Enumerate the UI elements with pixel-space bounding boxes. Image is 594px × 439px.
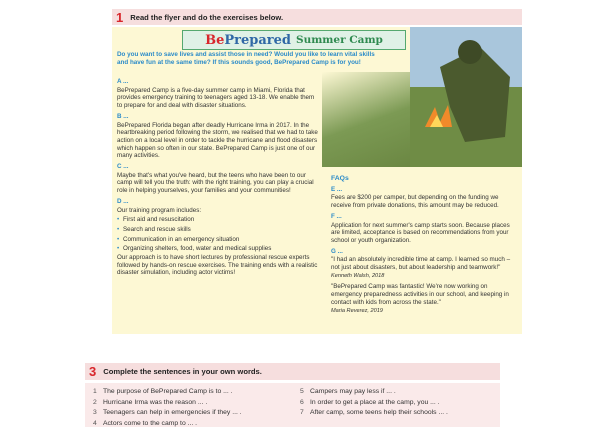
exercise-3-sentences bbox=[85, 383, 500, 427]
section-b-text: BePrepared Florida began after deadly Hurricane Irma in 2017. In the heartbreaking period following the storm, we realised that we had to take action on a local level in order to tackle the hurricane and flood disasters which happen so often in our state. BePrepared Camp is just one of our many activities. bbox=[117, 121, 318, 160]
testimonial-1: "I had an absolutely incredible time at camp. I learned so much – not just about disasters, but about leadership and teamwork!" bbox=[331, 256, 511, 272]
list-item bbox=[93, 398, 293, 409]
brand-prepared: Prepared bbox=[224, 32, 291, 48]
sentences-left-column bbox=[93, 387, 293, 429]
section-d-intro: Our training program includes: bbox=[117, 206, 202, 214]
section-f-text: Application for next summer's camp starts soon. Because places are limited, acceptance is based on recommendations from your school or youth organization. bbox=[331, 221, 510, 244]
list-item bbox=[93, 387, 293, 398]
list-item bbox=[300, 398, 496, 409]
exercise-number: 1 bbox=[116, 9, 124, 25]
item-number: 4 bbox=[93, 419, 97, 427]
flyer-banner bbox=[182, 30, 406, 50]
list-item: • Organizing shelters, food, water and medical supplies bbox=[117, 245, 319, 253]
section-b-label: B ... bbox=[117, 112, 129, 120]
section-g-label: G ... bbox=[331, 247, 343, 255]
item-number: 1 bbox=[93, 388, 97, 395]
section-e-text: Fees are $200 per camper, but depending on the funding we receive from private donations, this amount may be reduced. bbox=[331, 194, 499, 210]
item-text: The purpose of BePrepared Camp is to ... . bbox=[103, 388, 233, 395]
list-item: • First aid and resuscitation bbox=[117, 216, 319, 224]
item-number: 7 bbox=[300, 409, 304, 416]
exercise-3-header bbox=[85, 363, 500, 380]
list-item bbox=[300, 387, 496, 398]
list-item bbox=[93, 419, 293, 430]
section-a-label: A ... bbox=[117, 78, 129, 85]
item-number: 5 bbox=[300, 388, 304, 395]
flyer-right-column bbox=[331, 175, 511, 315]
flyer-left-column bbox=[117, 75, 319, 277]
item-text: Campers may pay less if ... . bbox=[310, 388, 396, 395]
item-text: Actors come to the camp to ... . bbox=[103, 419, 198, 427]
item-text: After camp, some teens help their schools ... . bbox=[310, 409, 448, 416]
exercise-instruction: Read the flyer and do the exercises below. bbox=[130, 12, 284, 22]
list-item: • Communication in an emergency situation bbox=[117, 236, 319, 244]
section-e-label: E ... bbox=[331, 185, 343, 193]
list-item bbox=[93, 408, 293, 419]
section-d-label: D ... bbox=[117, 197, 129, 205]
section-a-text: BePrepared Camp is a five-day summer camp in Miami, Florida that provides emergency training to teenagers aged 13-18. We enable them to prepare for and deal with disaster situations. bbox=[117, 86, 315, 110]
testimonial-2: "BePrepared Camp was fantastic! We're now working on emergency preparedness activities in our school, and keeping in contact with kids from across the state." bbox=[331, 283, 509, 306]
section-c-text: Maybe that's what you've heard, but the teens who have been to our camp will tell you the truth: with the right training, you can play a crucial role in helping yourselves, your families and your communities! bbox=[117, 171, 314, 195]
item-text: In order to get a place at the camp, you ... . bbox=[310, 398, 440, 406]
item-text: Teenagers can help in emergencies if they ... . bbox=[103, 409, 242, 416]
list-item bbox=[300, 408, 496, 419]
exercise-number: 3 bbox=[89, 364, 97, 379]
testimonial-2-author: Maria Reverez, 2019 bbox=[331, 307, 383, 314]
item-number: 6 bbox=[300, 398, 304, 406]
section-c-label: C ... bbox=[117, 163, 129, 171]
item-text: Hurricane Irma was the reason ... . bbox=[103, 398, 208, 406]
faqs-title: FAQs bbox=[331, 175, 349, 182]
section-f-label: F ... bbox=[331, 212, 342, 220]
brand-be: Be bbox=[205, 32, 225, 48]
testimonial-1-author: Kenneth Walsh, 2018 bbox=[331, 272, 385, 279]
section-d-outro: Our approach is to have short lectures by professional rescue experts followed by hands-on rescue exercises. The training ends with a realistic disaster simulation, including actor victims! bbox=[117, 254, 318, 277]
brand-summer-camp: Summer Camp bbox=[295, 34, 383, 46]
sentences-right-column bbox=[300, 387, 496, 419]
exercise-instruction: Complete the sentences in your own words. bbox=[103, 367, 262, 376]
item-number: 3 bbox=[93, 409, 97, 416]
camp-photo bbox=[410, 27, 522, 167]
flyer-intro: Do you want to save lives and assist those in need? Would you like to learn vital skills and have fun at the same time? If this sounds good, BePrepared Camp is for you! bbox=[117, 51, 375, 66]
exercise-1-header bbox=[112, 9, 522, 25]
training-list bbox=[117, 216, 319, 253]
flyer bbox=[112, 27, 522, 334]
list-item: • Search and rescue skills bbox=[117, 226, 319, 234]
item-number: 2 bbox=[93, 398, 97, 406]
